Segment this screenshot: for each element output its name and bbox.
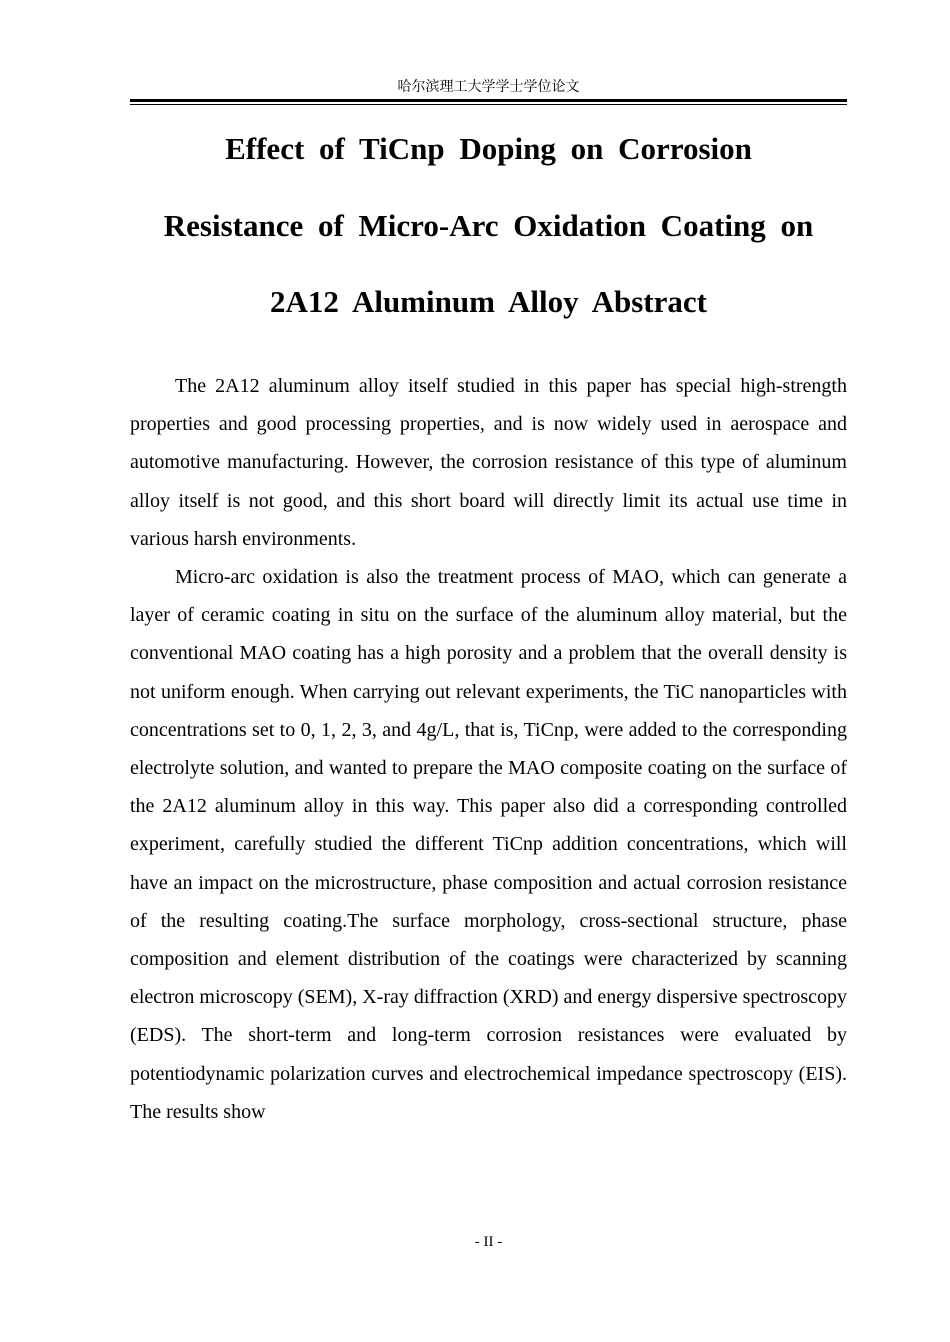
header-rule-thin	[130, 104, 847, 105]
title-line: 2A12 Aluminum Alloy Abstract	[270, 284, 707, 319]
abstract-body	[130, 367, 847, 1131]
header-rule-thick	[130, 99, 847, 102]
abstract-paragraph: Micro-arc oxidation is also the treatment process of MAO, which can generate a layer of ceramic coating in situ on the surface of the aluminum alloy material, but the conventional MAO coating has a high porosity and a problem that the overall density is not uniform enough. When carrying out relevant experiments, the TiC nanoparticles with concentrations set to 0, 1, 2, 3, and 4g/L, that is, TiCnp, were added to the corresponding electrolyte solution, and wanted to prepare the MAO composite coating on the surface of the 2A12 aluminum alloy in this way. This paper also did a corresponding controlled experiment, carefully studied the different TiCnp addition concentrations, which will have an impact on the microstructure, phase composition and actual corrosion resistance of the resulting coating.The surface morphology, cross-sectional structure, phase composition and element distribution of the coatings were characterized by scanning electron microscopy (SEM), X-ray diffraction (XRD) and energy dispersive spectroscopy (EDS). The short-term and long-term corrosion resistances were evaluated by potentiodynamic polarization curves and electrochemical impedance spectroscopy (EIS). The results show	[130, 566, 847, 1123]
abstract-paragraph: The 2A12 aluminum alloy itself studied in this paper has special high-strength properties and good processing properties, and is now widely used in aerospace and automotive manufacturing. However, the corrosion resistance of this type of aluminum alloy itself is not good, and this short board will directly limit its actual use time in various harsh environments.	[130, 375, 847, 550]
title-line: Resistance of Micro-Arc Oxidation Coating on	[163, 207, 814, 243]
running-header: 哈尔滨理工大学学士学位论文	[397, 79, 580, 95]
title-line: Effect of TiCnp Doping on Corrosion	[225, 131, 752, 166]
page-number: - II -	[474, 1234, 503, 1250]
document-title	[130, 111, 847, 341]
